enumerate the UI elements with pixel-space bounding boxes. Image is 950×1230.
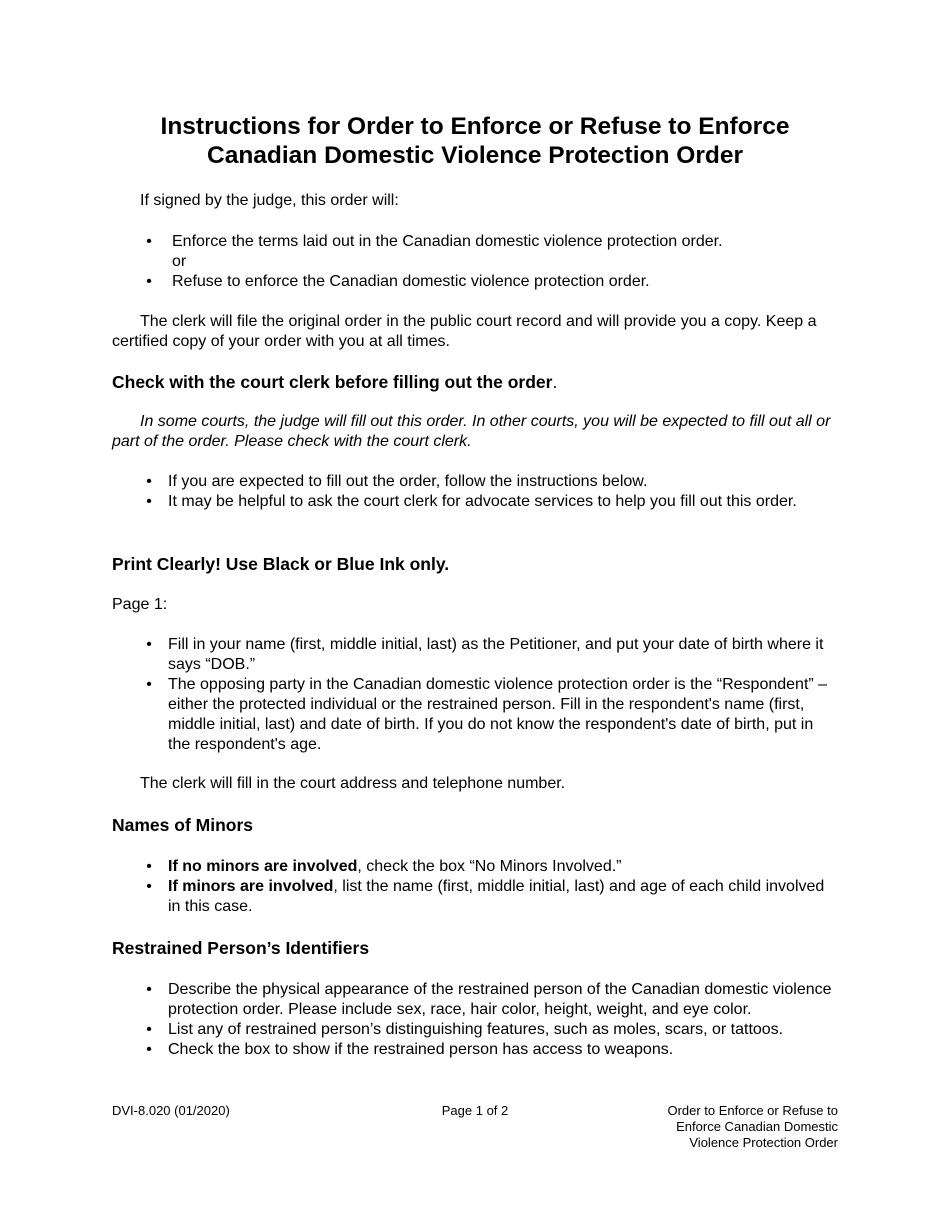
- check-clerk-list: [112, 472, 838, 512]
- footer-form-number: DVI-8.020 (01/2020): [112, 1103, 230, 1118]
- order-effects-list: [112, 232, 838, 292]
- list-item-bold: If minors are involved: [168, 878, 334, 895]
- list-item-text: Check the box to show if the restrained person has access to weapons.: [168, 1041, 674, 1058]
- list-item: [112, 472, 838, 492]
- check-clerk-heading-period: .: [552, 372, 558, 392]
- bullet-glyph: •: [146, 473, 152, 490]
- footer-page-number: Page 1 of 2: [441, 1103, 509, 1118]
- page-1-label: Page 1:: [112, 596, 168, 613]
- bullet-glyph: •: [146, 493, 152, 510]
- bullet-glyph: •: [146, 1021, 152, 1038]
- list-item-text: List any of restrained person’s distinguishing features, such as moles, scars, or tattoos.: [168, 1021, 784, 1038]
- list-item: [112, 635, 838, 675]
- list-item: [112, 877, 838, 917]
- print-clearly-heading: Print Clearly! Use Black or Blue Ink only.: [112, 554, 450, 574]
- effect-refuse-text: Refuse to enforce the Canadian domestic violence protection order.: [172, 273, 650, 290]
- check-clerk-note: In some courts, the judge will fill out this order. In other courts, you will be expected to fill out all or part of the order. Please check with the court clerk.: [112, 413, 831, 450]
- list-item: [112, 980, 838, 1020]
- title-line-2: Canadian Domestic Violence Protection Order: [207, 142, 743, 169]
- list-item: [112, 492, 838, 512]
- list-item-text: Fill in your name (first, middle initial, last) as the Petitioner, and put your date of birth where it says “DOB.”: [168, 636, 824, 673]
- effect-enforce: [112, 232, 838, 272]
- list-item-text: If you are expected to fill out the order, follow the instructions below.: [168, 473, 648, 490]
- page-1-list: [112, 635, 838, 755]
- bullet-glyph: •: [146, 1041, 152, 1058]
- restrained-identifiers-heading: Restrained Person’s Identifiers: [112, 938, 370, 958]
- bullet-glyph: •: [146, 636, 152, 653]
- document-title: [112, 112, 838, 170]
- check-clerk-heading-text: Check with the court clerk before filling out the order: [112, 372, 553, 392]
- list-item-text: It may be helpful to ask the court clerk for advocate services to help you fill out this order.: [168, 493, 797, 510]
- list-item: [112, 1020, 838, 1040]
- list-item-text: , check the box “No Minors Involved.”: [357, 858, 622, 875]
- or-text: or: [172, 253, 187, 270]
- list-item-text: Describe the physical appearance of the restrained person of the Canadian domestic violence protection order. Please include sex, race, hair color, height, weight, and eye color.: [168, 981, 832, 1018]
- list-item: [112, 1040, 838, 1060]
- footer-title-line-1: Order to Enforce or Refuse to: [667, 1103, 838, 1118]
- footer-title-line-2: Enforce Canadian Domestic: [676, 1119, 838, 1134]
- bullet-glyph: •: [146, 858, 152, 875]
- bullet-glyph: •: [146, 878, 152, 895]
- names-of-minors-heading: Names of Minors: [112, 815, 253, 835]
- clerk-address-note: The clerk will fill in the court address and telephone number.: [140, 775, 566, 792]
- intro-text: If signed by the judge, this order will:: [140, 192, 399, 209]
- effect-refuse: [112, 272, 838, 292]
- bullet-glyph: •: [146, 273, 152, 290]
- footer-document-title: [600, 1103, 838, 1151]
- list-item-text: The opposing party in the Canadian domestic violence protection order is the “Respondent” – either the protected individual or the restrained person. Fill in the respondent's name (first, middle initial, last) and date of birth. If you do not know the respondent's date of birth, put in the respondent's age.: [168, 676, 828, 753]
- footer-title-line-3: Violence Protection Order: [689, 1135, 838, 1150]
- bullet-glyph: •: [146, 676, 152, 693]
- list-item: [112, 675, 838, 755]
- bullet-glyph: •: [146, 233, 152, 250]
- list-item: [112, 857, 838, 877]
- list-item-bold: If no minors are involved: [168, 858, 358, 875]
- check-clerk-heading: [112, 372, 838, 393]
- clerk-file-paragraph: The clerk will file the original order in the public court record and will provide you a copy. Keep a certified copy of your order with you at all times.: [112, 313, 817, 350]
- effect-enforce-text: Enforce the terms laid out in the Canadian domestic violence protection order.: [172, 233, 723, 250]
- bullet-glyph: •: [146, 981, 152, 998]
- identifiers-list: [112, 980, 838, 1060]
- title-line-1: Instructions for Order to Enforce or Refuse to Enforce: [160, 113, 790, 140]
- minors-list: [112, 857, 838, 917]
- list-item-text: , list the name (first, middle initial, last) and age of each child involved in this case.: [168, 878, 825, 915]
